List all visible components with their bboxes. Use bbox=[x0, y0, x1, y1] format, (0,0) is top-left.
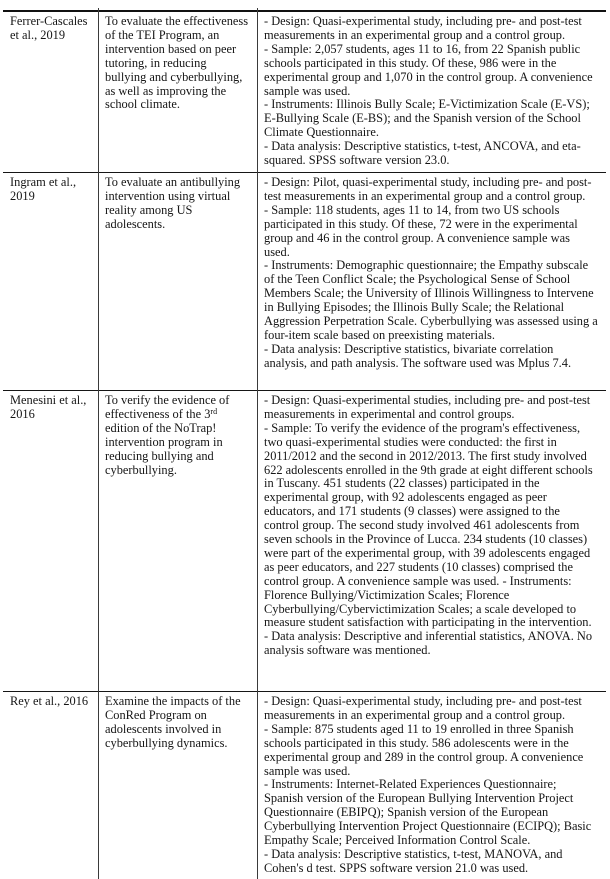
table-row bbox=[3, 11, 606, 172]
study-objective: Examine the impacts of the ConRed Program on adolescents involved in cyberbullying dynamics. bbox=[105, 693, 241, 750]
column-divider-2 bbox=[257, 8, 258, 879]
details-cell bbox=[257, 172, 606, 390]
table-row bbox=[3, 691, 606, 879]
study-objective: To verify the evidence of effectiveness of the 3rd edition of the NoTrap! intervention program in reducing bullying and cyberbullying. bbox=[105, 392, 230, 477]
details-paragraph-design: - Design: Quasi-experimental studies, including pre- and post-test measurements in experimental and control groups. bbox=[264, 392, 591, 421]
study-objective: To evaluate the effectiveness of the TEI Program, an intervention based on peer tutoring, in reducing bullying and cyberbullying, as well as improving the school climate. bbox=[105, 14, 249, 112]
details-paragraph-sample-instruments: - Sample: To verify the evidence of the program's effectiveness, two quasi-experimental studies were conducted: the first in 2011/2012 and the second in 2012/2013. The first study involved 622 adolescents enrolled in the 9th grade at eight different schools in Tuscany. 451 students (22 classes) participated in the experimental group, with 92 adolescents engaged as peer educators, and 171 students (9 classes) were assigned to the control group. The second study involved 461 adolescents from seven schools in the Province of Lucca. 234 students (10 classes) were part of the experimental group, with 39 adolescents engaged as peer educators, and 227 students (10 classes) comprised the control group. A convenience sample was used. - Instruments: Florence Bullying/Victimization Scales; Florence Cyberbullying/Cybervictimization Scales; a scale developed to measure student satisfaction with participating in the intervention. bbox=[264, 420, 593, 630]
study-citation: Menesini et al., 2016 bbox=[10, 392, 87, 421]
study-cell bbox=[3, 691, 98, 879]
details-paragraph-data-analysis: - Data analysis: Descriptive statistics, t-test, MANOVA, and Cohen's d test. SPPS software version 21.0 was used. bbox=[264, 846, 563, 875]
details-paragraph-data-analysis: - Data analysis: Descriptive statistics, t-test, ANCOVA, and eta-squared. SPSS software version 23.0. bbox=[264, 139, 581, 168]
study-cell bbox=[3, 390, 98, 691]
details-paragraph-instruments: - Instruments: Illinois Bully Scale; E-Victimization Scale (E-VS); E-Bullying Scale (E-BS); and the Spanish version of the School Climate Questionnaire. bbox=[264, 97, 590, 140]
details-cell bbox=[257, 11, 606, 172]
study-cell bbox=[3, 11, 98, 172]
study-citation: Ingram et al., 2019 bbox=[10, 174, 77, 203]
study-citation: Ferrer-Cascales et al., 2019 bbox=[10, 14, 88, 42]
details-paragraph-design: - Design: Quasi-experimental study, including pre- and post-test measurements in an experimental group and a control group. bbox=[264, 14, 582, 42]
table-row bbox=[3, 390, 606, 691]
paper-page bbox=[0, 10, 610, 879]
details-paragraph-design: - Design: Quasi-experimental study, including pre- and post-test measurements in an experimental group and a control group. bbox=[264, 693, 582, 722]
studies-summary-table bbox=[3, 10, 606, 879]
details-cell bbox=[257, 691, 606, 879]
details-paragraph-instruments: - Instruments: Internet-Related Experiences Questionnaire; Spanish version of the European Bullying Intervention Project Questionnaire (EBIPQ); Spanish version of the European Cyberbullying Intervention Project Questionnaire (ECIPQ); Basic Empathy Scale; Perceived Information Control Scale. bbox=[264, 777, 592, 848]
objective-cell bbox=[98, 172, 257, 390]
table-row bbox=[3, 172, 606, 390]
details-paragraph-instruments: - Instruments: Demographic questionnaire; the Empathy subscale of the Teen Conflict Scale; the Psychological Sense of School Members Scale; the University of Illinois Willingness to Intervene in Bullying Episodes; the Illinois Bully Scale; the Relational Aggression Perpetration Scale. Cyberbullying was assessed using a four-item scale based on preexisting materials. bbox=[264, 258, 598, 342]
details-paragraph-data-analysis: - Data analysis: Descriptive statistics, bivariate correlation analysis, and path analysis. The software used was Mplus 7.4. bbox=[264, 341, 572, 370]
details-paragraph-design: - Design: Pilot, quasi-experimental study, including pre- and post-test measurements in an experimental group and a control group. bbox=[264, 174, 592, 203]
studies-table bbox=[3, 10, 606, 879]
study-cell bbox=[3, 172, 98, 390]
study-citation: Rey et al., 2016 bbox=[10, 693, 89, 708]
details-paragraph-sample: - Sample: 875 students aged 11 to 19 enrolled in three Spanish schools participated in this study. 586 adolescents were in the experimental group and 289 in the control group. A convenience sample was used. bbox=[264, 721, 584, 778]
objective-cell bbox=[98, 11, 257, 172]
details-paragraph-sample: - Sample: 118 students, ages 11 to 14, from two US schools participated in this study. Of these, 72 were in the experimental group and 46 in the control group. A convenience sample was used. bbox=[264, 202, 578, 259]
details-paragraph-data-analysis: - Data analysis: Descriptive and inferential statistics, ANOVA. No analysis software was mentioned. bbox=[264, 629, 593, 658]
objective-cell bbox=[98, 390, 257, 691]
column-divider-1 bbox=[98, 8, 99, 879]
details-cell bbox=[257, 390, 606, 691]
objective-cell bbox=[98, 691, 257, 879]
study-objective: To evaluate an antibullying intervention using virtual reality among US adolescents. bbox=[105, 174, 241, 231]
ordinal-superscript: rd bbox=[210, 406, 218, 416]
details-paragraph-sample: - Sample: 2,057 students, ages 11 to 16, from 22 Spanish public schools participated in this study. Of these, 986 were in the experimental group and 1,070 in the control group. A convenience sample was used. bbox=[264, 41, 593, 98]
